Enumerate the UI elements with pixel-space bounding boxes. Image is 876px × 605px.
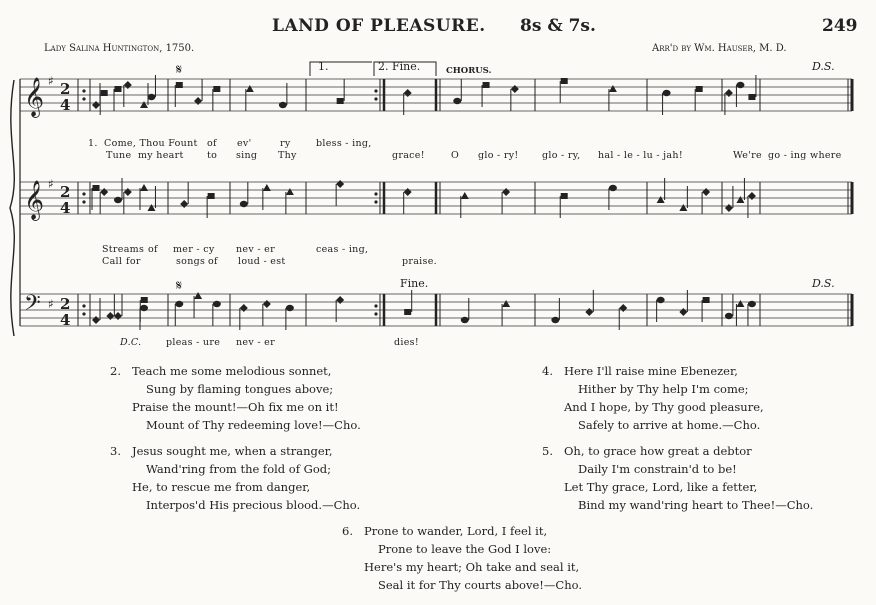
shape-note-la: [561, 78, 568, 84]
verse-line: He, to rescue me from danger,: [132, 480, 311, 494]
verse-number: 2.: [110, 364, 121, 378]
shape-note-fa: [736, 196, 744, 203]
segno-icon: 𝄋: [176, 278, 183, 294]
shape-note-la: [337, 98, 344, 104]
repeat-dot: [82, 97, 85, 100]
shape-note-la: [483, 82, 490, 88]
lyric-syllable: pleas - ure: [166, 337, 221, 348]
shape-note-fa: [147, 204, 155, 211]
verse-line: Jesus sought me, when a stranger,: [132, 444, 333, 458]
lyric-verse-number: 1.: [88, 138, 98, 149]
shape-note-mi: [180, 200, 188, 208]
shape-note-fa: [140, 184, 148, 191]
lyric-syllable: for: [126, 256, 141, 267]
shape-note-mi: [702, 188, 710, 196]
shape-note-sol: [114, 197, 122, 203]
shape-note-la: [748, 94, 755, 100]
lyric-syllable: Thy: [278, 150, 297, 161]
lyric-syllable: glo - ry!: [478, 150, 519, 161]
lyric-syllable: ry: [280, 138, 291, 149]
lyric-syllable: bless - ing,: [316, 138, 372, 149]
repeat-dot: [374, 192, 377, 195]
lyric-syllable: ceas - ing,: [316, 244, 369, 255]
shape-note-fa: [657, 196, 665, 203]
shape-note-sol: [286, 305, 294, 311]
segno-icon: 𝄋: [176, 62, 183, 78]
lyric-syllable: ev': [237, 138, 252, 149]
shape-note-mi: [336, 180, 344, 188]
verse-6: [342, 522, 582, 594]
verse-line: Here I'll raise mine Ebenezer,: [564, 364, 738, 378]
hymn-meter: 8s & 7s.: [520, 16, 596, 36]
shape-note-sol: [175, 301, 183, 307]
shape-note-la: [101, 90, 108, 96]
shape-note-fa: [194, 292, 202, 299]
repeat-dot: [374, 89, 377, 92]
shape-note-fa: [736, 300, 744, 307]
shape-note-sol: [663, 90, 671, 96]
repeat-dot: [374, 97, 377, 100]
arranger-credit: Arr'd by Wm. Hauser, M. D.: [652, 43, 787, 54]
lyric-syllable: O: [451, 150, 460, 161]
verse-line: Oh, to grace how great a debtor: [564, 444, 752, 458]
first-ending-label: 1.: [318, 60, 329, 73]
lyric-syllable: loud - est: [238, 256, 286, 267]
lyric-syllable: Streams: [102, 244, 145, 255]
verse-line: Interpos'd His precious blood.—Cho.: [146, 498, 361, 512]
verse-line: Hither by Thy help I'm come;: [578, 382, 749, 396]
lyric-syllable: nev - er: [236, 337, 275, 348]
shape-note-mi: [748, 192, 756, 200]
repeat-dot: [82, 312, 85, 315]
brace-icon: [10, 80, 14, 336]
shape-note-fa: [140, 101, 148, 108]
lyric-syllable: Tune: [106, 150, 132, 161]
shape-note-sol: [736, 82, 744, 88]
repeat-dot: [82, 200, 85, 203]
shape-note-mi: [100, 188, 108, 196]
verse-line: Prone to leave the God I love:: [378, 542, 552, 556]
lyric-syllable: dies!: [394, 337, 419, 348]
verse-2: [110, 362, 361, 434]
shape-note-fa: [461, 192, 469, 199]
shape-note-mi: [106, 312, 114, 320]
shape-note-la: [404, 309, 411, 315]
shape-note-sol: [748, 301, 756, 307]
shape-note-la: [115, 86, 122, 92]
shape-note-fa: [502, 300, 510, 307]
verse-3: [110, 442, 361, 514]
lyric-syllable: glo - ry,: [542, 150, 581, 161]
repeat-dot: [374, 312, 377, 315]
verse-4: [542, 362, 764, 434]
shape-note-sol: [240, 201, 248, 207]
sharp-icon: ♯: [48, 297, 54, 311]
lyric-syllable: my heart: [138, 150, 184, 161]
hymn-title: LAND OF PLEASURE.: [272, 16, 486, 36]
shape-note-mi: [585, 308, 593, 316]
shape-note-mi: [92, 101, 100, 109]
lyric-syllable: nev - er: [236, 244, 275, 255]
lyric-syllable: of: [148, 244, 158, 255]
shape-note-sol: [147, 94, 155, 100]
shape-note-fa: [286, 188, 294, 195]
verse-number: 4.: [542, 364, 553, 378]
verse-line: Safely to arrive at home.—Cho.: [578, 418, 761, 432]
verse-line: Mount of Thy redeeming love!—Cho.: [146, 418, 361, 432]
verse-line: Prone to wander, Lord, I feel it,: [364, 524, 548, 538]
repeat-dot: [82, 192, 85, 195]
lyric-syllable: songs: [176, 256, 206, 267]
verse-5: [542, 442, 814, 514]
time-signature-denominator: 4: [60, 96, 71, 114]
verse-line: Here's my heart; Oh take and seal it,: [364, 560, 580, 574]
verse-line: Wand'ring from the fold of God;: [146, 462, 331, 476]
repeat-dot: [82, 304, 85, 307]
lyric-syllable: of: [207, 138, 217, 149]
shape-note-mi: [240, 304, 248, 312]
verse-number: 5.: [542, 444, 553, 458]
time-signature-denominator: 4: [60, 199, 71, 217]
shape-note-sol: [140, 305, 148, 311]
lyric-syllable: grace!: [392, 150, 425, 161]
shape-note-mi: [725, 204, 733, 212]
time-signature-denominator: 4: [60, 311, 71, 329]
lyric-syllable: to: [207, 150, 218, 161]
chorus-label: CHORUS.: [446, 66, 492, 76]
shape-note-la: [93, 185, 100, 191]
shape-note-la: [141, 297, 148, 303]
shape-note-fa: [246, 85, 254, 92]
verse-line: Bind my wand'ring heart to Thee!—Cho.: [578, 498, 814, 512]
shape-note-la: [696, 86, 703, 92]
lyric-syllable: We're: [733, 150, 762, 161]
shape-note-mi: [336, 296, 344, 304]
lyric-syllable: go - ing where: [768, 150, 842, 161]
shape-note-mi: [502, 188, 510, 196]
shape-note-mi: [194, 97, 202, 105]
lyric-syllable: Call: [102, 256, 123, 267]
shape-note-mi: [124, 81, 132, 89]
shape-note-mi: [679, 308, 687, 316]
shape-note-mi: [92, 316, 100, 324]
shape-note-fa: [679, 204, 687, 211]
shape-note-mi: [124, 188, 132, 196]
verse-line: Daily I'm constrain'd to be!: [578, 462, 737, 476]
shape-note-sol: [461, 317, 469, 323]
shape-note-sol: [213, 301, 221, 307]
shape-note-mi: [114, 312, 122, 320]
verse-number: 3.: [110, 444, 121, 458]
lyric-dc-mark: D.C.: [120, 337, 142, 348]
ds-mark-top: D.S.: [812, 60, 835, 73]
shape-note-mi: [511, 85, 519, 93]
time-signature-numerator: 2: [60, 295, 71, 313]
lyric-syllable: hal - le - lu - jah!: [598, 150, 683, 161]
shape-note-mi: [619, 304, 627, 312]
shape-note-mi: [404, 89, 412, 97]
repeat-dot: [374, 200, 377, 203]
lyric-syllable: mer - cy: [173, 244, 215, 255]
verse-line: And I hope, by Thy good pleasure,: [564, 400, 764, 414]
shape-note-la: [703, 297, 710, 303]
second-ending-label: 2. Fine.: [378, 60, 421, 73]
lyric-syllable: Come, Thou Fount: [104, 138, 198, 149]
treble-clef-icon: 𝄞: [24, 180, 45, 220]
verse-line: Seal it for Thy courts above!—Cho.: [378, 578, 582, 592]
lyric-syllable: praise.: [402, 256, 437, 267]
shape-note-la: [213, 86, 220, 92]
verse-line: Let Thy grace, Lord, like a fetter,: [564, 480, 758, 494]
ds-mark-bass: D.S.: [812, 277, 835, 290]
treble-clef-icon: 𝄞: [24, 77, 45, 117]
shape-note-fa: [609, 85, 617, 92]
verse-number: 6.: [342, 524, 353, 538]
verse-line: Sung by flaming tongues above;: [146, 382, 334, 396]
verse-line: Praise the mount!—Oh fix me on it!: [132, 400, 339, 414]
shape-note-sol: [609, 185, 617, 191]
page-number: 249: [822, 16, 858, 36]
lyric-syllable: sing: [236, 150, 258, 161]
shape-note-fa: [263, 184, 271, 191]
time-signature-numerator: 2: [60, 80, 71, 98]
repeat-dot: [82, 89, 85, 92]
sharp-icon: ♯: [48, 177, 54, 191]
shape-note-mi: [263, 300, 271, 308]
repeat-dot: [374, 304, 377, 307]
fine-mark-bass: Fine.: [400, 277, 429, 290]
shape-note-sol: [657, 297, 665, 303]
shape-note-mi: [725, 89, 733, 97]
lyric-syllable: of: [208, 256, 218, 267]
shape-note-mi: [404, 188, 412, 196]
time-signature-numerator: 2: [60, 183, 71, 201]
bass-clef-icon: 𝄢: [24, 291, 41, 321]
verse-line: Teach me some melodious sonnet,: [132, 364, 332, 378]
shape-note-la: [176, 82, 183, 88]
shape-note-sol: [279, 102, 287, 108]
shape-note-sol: [725, 313, 733, 319]
sharp-icon: ♯: [48, 74, 54, 88]
shape-note-la: [561, 193, 568, 199]
shape-note-sol: [453, 98, 461, 104]
shape-note-la: [208, 193, 215, 199]
shape-note-sol: [551, 317, 559, 323]
author-credit: Lady Salina Huntington, 1750.: [44, 43, 195, 54]
